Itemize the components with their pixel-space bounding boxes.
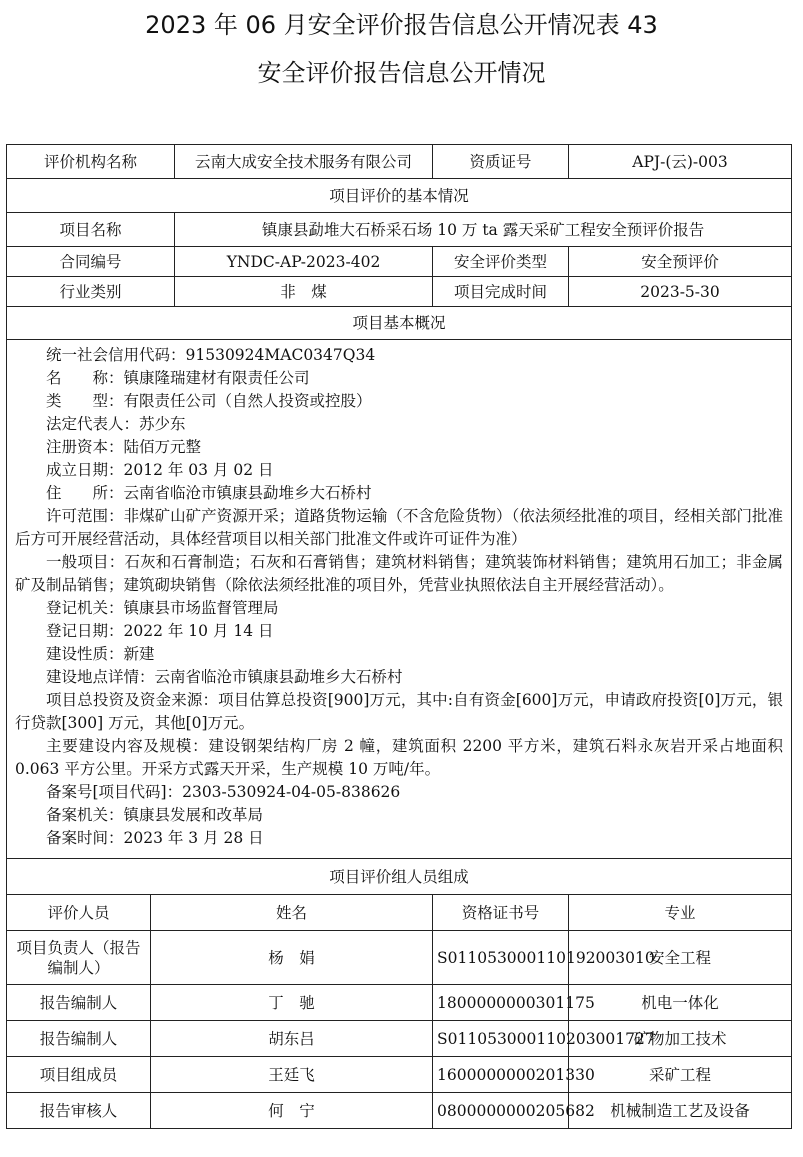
project-name: 镇康县勐堆大石桥采石场 10 万 ta 露天采矿工程安全预评价报告 [175,213,792,247]
overview-line: 主要建设内容及规模：建设钢架结构厂房 2 幢，建筑面积 2200 平方米，建筑石料永灰岩开采占地面积 0.063 平方公里。开采方式露天开采，生产规模 10 万吨/年。 [15,737,784,778]
team-row [7,1021,792,1057]
team-row [7,985,792,1021]
team-cert: 1600000000201330 [433,1057,569,1093]
team-name: 胡东吕 [151,1021,433,1057]
team-cert: 0800000000205682 [433,1093,569,1129]
cert-label: 资质证号 [433,145,569,179]
team-row [7,1057,792,1093]
team-header-name: 姓名 [151,895,433,931]
team-name: 杨 娟 [151,931,433,985]
eval-type: 安全预评价 [569,247,792,277]
overview-content [7,340,792,859]
industry-label: 行业类别 [7,277,175,307]
overview-line: 一般项目：石灰和石膏制造；石灰和石膏销售；建筑材料销售；建筑装饰材料销售；建筑用石加工；非金属矿及制品销售；建筑砌块销售（除依法须经批准的项目外，凭营业执照依法自主开展经营活动）。 [15,553,784,594]
team-major: 矿物加工技术 [569,1021,792,1057]
team-major: 机电一体化 [569,985,792,1021]
overview-line: 类 型：有限责任公司（自然人投资或控股） [46,392,372,410]
eval-type-label: 安全评价类型 [433,247,569,277]
team-role: 项目组成员 [7,1057,151,1093]
team-role: 报告编制人 [7,985,151,1021]
overview-line: 法定代表人：苏少东 [46,415,186,433]
team-header-role: 评价人员 [7,895,151,931]
overview-section-title: 项目基本概况 [7,307,792,340]
overview-line: 许可范围：非煤矿山矿产资源开采；道路货物运输（不含危险货物）（依法须经批准的项目，经相关部门批准后方可开展经营活动，具体经营项目以相关部门批准文件或许可证件为准） [15,507,784,548]
team-major: 安全工程 [569,931,792,985]
overview-line: 项目总投资及资金来源：项目估算总投资[900]万元，其中:自有资金[600]万元，申请政府投资[0]万元，银行贷款[300] 万元，其他[0]万元。 [15,691,784,732]
team-cert: S011053000110192003010 [433,931,569,985]
contract-no: YNDC-AP-2023-402 [175,247,433,277]
completion-label: 项目完成时间 [433,277,569,307]
overview-line: 建设地点详情：云南省临沧市镇康县勐堆乡大石桥村 [46,668,403,686]
team-name: 丁 驰 [151,985,433,1021]
info-table [6,144,792,1129]
team-cert: 1800000000301175 [433,985,569,1021]
team-role: 项目负责人（报告编制人） [7,931,151,985]
overview-line: 登记日期：2022 年 10 月 14 日 [46,622,274,640]
overview-line: 备案机关：镇康县发展和改革局 [46,806,264,824]
overview-line: 名 称：镇康隆瑞建材有限责任公司 [46,369,310,387]
industry-value: 非 煤 [175,277,433,307]
team-major: 采矿工程 [569,1057,792,1093]
basic-section-title: 项目评价的基本情况 [7,179,792,213]
org-name: 云南大成安全技术服务有限公司 [175,145,433,179]
overview-line: 备案号[项目代码]：2303-530924-04-05-838626 [46,783,401,801]
team-row [7,1093,792,1129]
overview-line: 统一社会信用代码：91530924MAC0347Q34 [46,346,376,364]
overview-line: 登记机关：镇康县市场监督管理局 [46,599,279,617]
team-section-title: 项目评价组人员组成 [7,859,792,895]
completion-date: 2023-5-30 [569,277,792,307]
document-subtitle: 安全评价报告信息公开情况 [257,59,546,87]
team-header-major: 专业 [569,895,792,931]
team-name: 何 宁 [151,1093,433,1129]
overview-line: 备案时间：2023 年 3 月 28 日 [46,829,264,847]
document-title: 2023 年 06 月安全评价报告信息公开情况表 43 [145,11,658,39]
overview-line: 成立日期：2012 年 03 月 02 日 [46,461,274,479]
cert-no: APJ-(云)-003 [569,145,792,179]
overview-line: 注册资本：陆佰万元整 [46,438,202,456]
team-role: 报告审核人 [7,1093,151,1129]
contract-label: 合同编号 [7,247,175,277]
overview-line: 建设性质：新建 [46,645,155,663]
team-row [7,931,792,985]
overview-line: 住 所：云南省临沧市镇康县勐堆乡大石桥村 [46,484,372,502]
team-header-cert: 资格证书号 [433,895,569,931]
team-cert: S011053000110203001727 [433,1021,569,1057]
team-major: 机械制造工艺及设备 [569,1093,792,1129]
team-name: 王廷飞 [151,1057,433,1093]
project-name-label: 项目名称 [7,213,175,247]
team-role: 报告编制人 [7,1021,151,1057]
org-label: 评价机构名称 [7,145,175,179]
